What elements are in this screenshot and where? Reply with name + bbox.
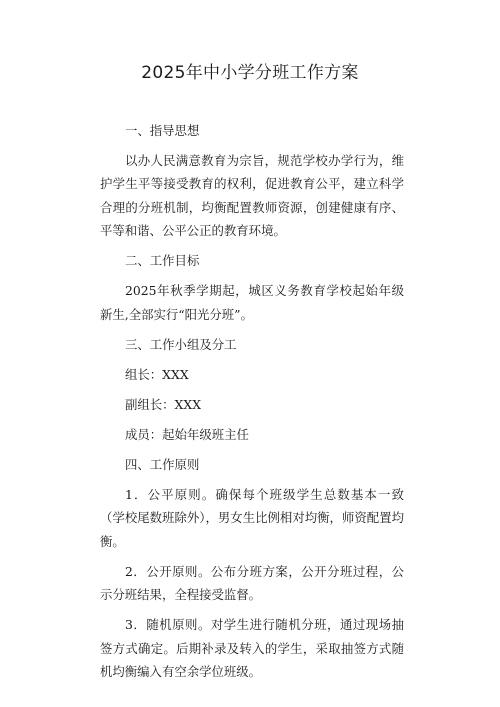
document-body <box>100 112 404 684</box>
section-heading-work-principles: 四、工作原则 <box>125 456 200 472</box>
section-heading-work-group: 三、工作小组及分工 <box>125 336 237 352</box>
section-heading-work-goals: 二、工作目标 <box>125 253 200 268</box>
section-heading-guiding-ideology: 一、指导思想 <box>125 122 200 138</box>
paragraph-random-principle: 3．随机原则。对学生进行随机分班，通过现场抽签方式确定。后期补录及转入的学生，采取抽签方式随机均衡编入有空余学位班级。 <box>100 617 404 679</box>
paragraph-deputy-leader: 副组长：XXX <box>125 396 202 412</box>
document-title: 2025年中小学分班工作方案 <box>141 63 359 83</box>
paragraph-group-leader: 组长：XXX <box>125 366 189 382</box>
paragraph-fairness-principle: 1．公平原则。确保每个班级学生总数基本一致（学校尾数班除外），男女生比例相对均衡，师资配置均衡。 <box>100 486 404 549</box>
paragraph-members: 成员：起始年级班主任 <box>125 426 249 442</box>
paragraph-work-goals: 2025年秋季学期起，城区义务教育学校起始年级新生,全部实行“阳光分班”。 <box>100 283 404 322</box>
paragraph-guiding-ideology: 以办人民满意教育为宗旨，规范学校办学行为，维护学生平等接受教育的权利，促进教育公平，建立科学合理的分班机制，均衡配置教师资源，创建健康有序、平等和谐、公平公正的教育环境。 <box>100 152 404 238</box>
paragraph-openness-principle: 2．公开原则。公布分班方案，公开分班过程，公示分班结果，全程接受监督。 <box>100 563 404 602</box>
